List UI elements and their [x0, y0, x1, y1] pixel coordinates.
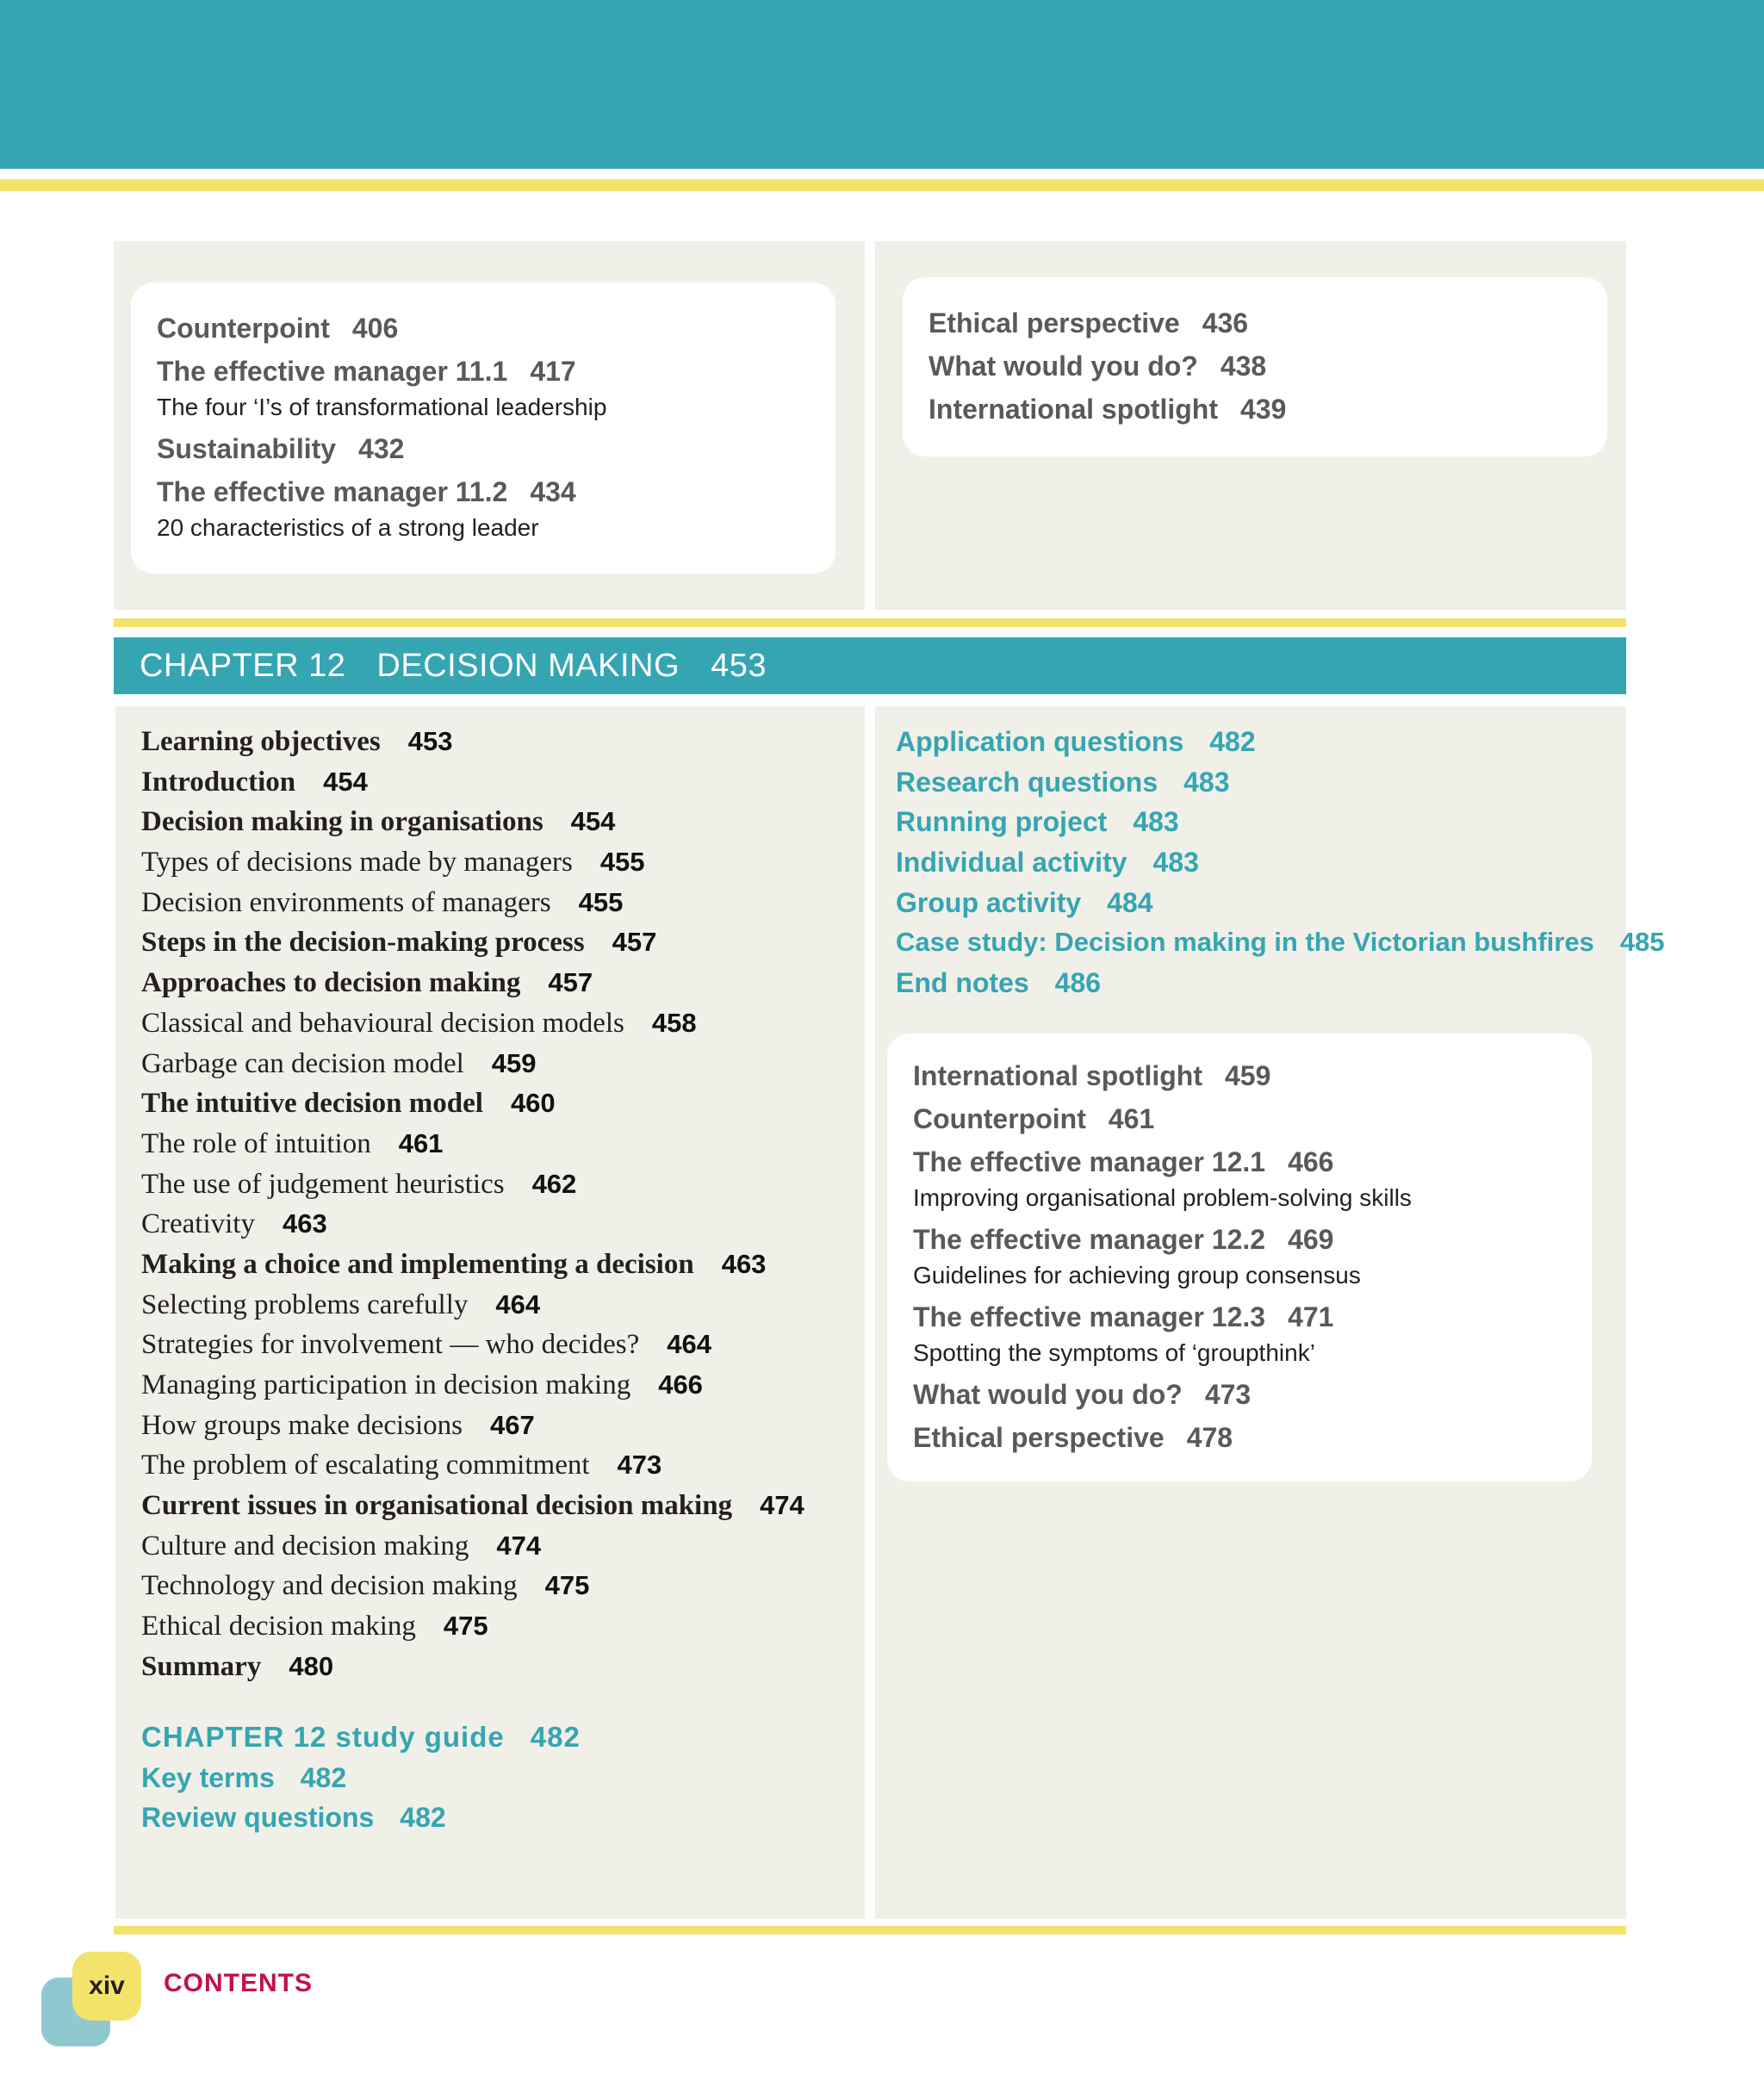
feature-entry[interactable]: Sustainability 432: [157, 433, 405, 464]
toc-entry[interactable]: Decision environments of managers 455: [141, 886, 624, 918]
toc-entry[interactable]: Steps in the decision-making process 457: [141, 927, 657, 959]
feature-entry[interactable]: Ethical perspective 478: [913, 1422, 1233, 1453]
chapter-label: CHAPTER 12: [140, 648, 346, 684]
chapter-heading[interactable]: [114, 637, 1626, 694]
feature-entry[interactable]: Counterpoint 406: [157, 313, 399, 344]
toc-entry[interactable]: Summary 480: [141, 1650, 334, 1682]
header-rule: [0, 179, 1764, 191]
toc-entry[interactable]: Culture and decision making 474: [141, 1530, 542, 1562]
toc-entry[interactable]: The problem of escalating commitment 473: [141, 1450, 662, 1481]
toc-entry[interactable]: Selecting problems carefully 464: [141, 1288, 541, 1320]
toc-entry[interactable]: Introduction 454: [141, 766, 368, 798]
feature-entry[interactable]: The effective manager 12.1 466: [913, 1146, 1334, 1177]
study-guide-entry[interactable]: End notes 486: [896, 967, 1102, 999]
toc-entry[interactable]: Learning objectives 453: [141, 726, 453, 757]
feature-entry[interactable]: The effective manager 12.3 471: [913, 1301, 1334, 1332]
feature-subtitle: Guidelines for achieving group consensus: [913, 1262, 1361, 1288]
feature-subtitle: Spotting the symptoms of ‘groupthink’: [913, 1339, 1315, 1366]
toc-entry[interactable]: Current issues in organisational decision making 474: [141, 1490, 804, 1522]
study-guide-entry[interactable]: Research questions 483: [896, 766, 1230, 798]
toc-entry[interactable]: The use of judgement heuristics 462: [141, 1168, 577, 1200]
toc-entry[interactable]: Ethical decision making 475: [141, 1611, 488, 1642]
toc-entry[interactable]: Making a choice and implementing a decision 463: [141, 1248, 767, 1280]
feature-subtitle: Improving organisational problem-solving skills: [913, 1184, 1412, 1211]
study-guide-list-continued: [896, 722, 1665, 1003]
toc-entry[interactable]: Approaches to decision making 457: [141, 967, 593, 999]
running-footer-label: CONTENTS: [164, 1969, 313, 1997]
study-guide-entry[interactable]: Key terms 482: [141, 1761, 347, 1793]
toc-entry[interactable]: Classical and behavioural decision models 458: [141, 1007, 697, 1039]
feature-entry[interactable]: The effective manager 12.2 469: [913, 1224, 1334, 1255]
feature-entry[interactable]: Ethical perspective 436: [929, 307, 1249, 338]
toc-entry[interactable]: Managing participation in decision making 466: [141, 1369, 703, 1400]
upper-right-feature-box: [903, 277, 1607, 456]
toc-entry[interactable]: The intuitive decision model 460: [141, 1088, 556, 1120]
feature-subtitle: The four ‘I’s of transformational leadership: [157, 394, 607, 420]
toc-list: [141, 722, 856, 1687]
chapter-features-box: [887, 1034, 1592, 1481]
study-guide-entry[interactable]: Case study: Decision making in the Victorian bushfires 485: [896, 927, 1665, 958]
toc-entry[interactable]: Creativity 463: [141, 1208, 327, 1240]
header-band: [0, 0, 1764, 169]
toc-entry[interactable]: The role of intuition 461: [141, 1127, 444, 1159]
toc-entry[interactable]: Decision making in organisations 454: [141, 806, 616, 838]
toc-entry[interactable]: How groups make decisions 467: [141, 1409, 535, 1441]
toc-entry[interactable]: Strategies for involvement — who decides? 464: [141, 1329, 711, 1361]
toc-entry[interactable]: Types of decisions made by managers 455: [141, 847, 645, 879]
chapter-title: DECISION MAKING: [376, 648, 680, 684]
feature-entry[interactable]: International spotlight 459: [913, 1060, 1271, 1091]
toc-entry[interactable]: Technology and decision making 475: [141, 1570, 590, 1602]
study-guide-heading[interactable]: CHAPTER 12 study guide 482: [141, 1721, 581, 1753]
feature-entry[interactable]: The effective manager 11.2 434: [157, 476, 576, 507]
toc-entry[interactable]: Garbage can decision model 459: [141, 1047, 537, 1079]
study-guide-entry[interactable]: Review questions 482: [141, 1802, 446, 1834]
study-guide-entry[interactable]: Individual activity 483: [896, 847, 1199, 879]
upper-left-feature-box: [131, 283, 835, 574]
chapter-page: 453: [711, 648, 767, 684]
feature-subtitle: 20 characteristics of a strong leader: [157, 514, 539, 541]
study-guide-entry[interactable]: Application questions 482: [896, 726, 1256, 757]
feature-entry[interactable]: Counterpoint 461: [913, 1103, 1155, 1134]
study-guide-entry[interactable]: Running project 483: [896, 806, 1179, 838]
study-guide-entry[interactable]: Group activity 484: [896, 886, 1153, 918]
feature-entry[interactable]: International spotlight 439: [929, 394, 1287, 425]
section-rule-bottom: [114, 1926, 1626, 1934]
study-guide-list: [141, 1717, 856, 1838]
feature-entry[interactable]: What would you do? 438: [929, 351, 1267, 382]
feature-entry[interactable]: What would you do? 473: [913, 1379, 1252, 1410]
section-rule-top: [114, 618, 1626, 627]
feature-entry[interactable]: The effective manager 11.1 417: [157, 356, 576, 387]
page-number-badge: xiv: [72, 1952, 141, 2021]
